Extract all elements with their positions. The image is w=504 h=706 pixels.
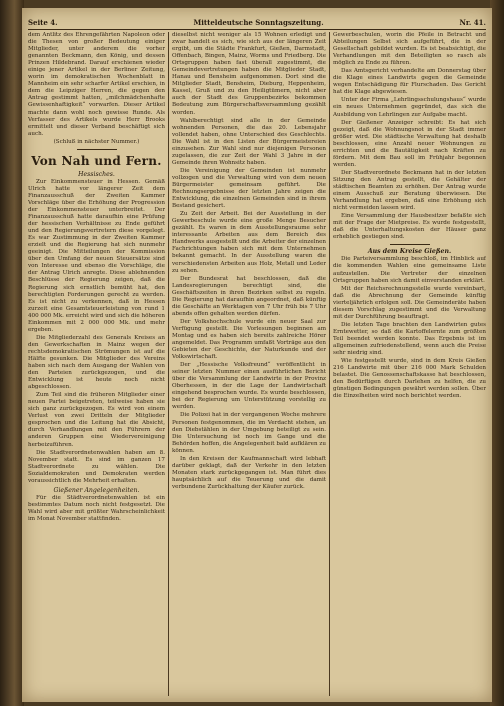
article-paragraph: Der „Hessische Volksfreund“ veröffentlicht in seiner letzten Nummer einen ausführlichen Bericht über die Versammlung der Landwirte in der Provinz Oberhessen, in der die Lage der Landwirtschaft eingehend besprochen wurde. Es wurde beschlossen, bei der Regierung um Unterstützung vorstellig zu werden.: [172, 362, 326, 411]
newspaper-title: Mitteldeutsche Sonntagszeitung.: [193, 17, 324, 27]
article-paragraph: Die Mitgliederzahl des Generals Kreises an den Gewerkschaften in Mainz wegen der rechtsdemokratischen Strömungen ist auf die Hälfte gesunken. Die Mitglieder des Vereins haben sich nach dem Ausgang der Wahlen von den Parteien zurückgezogen, und die Entwicklung ist heute noch nicht abgeschlossen.: [28, 334, 165, 391]
newspaper-page: [22, 8, 492, 702]
header-rule: [28, 29, 486, 30]
article-paragraph: Zum Teil sind die früheren Mitglieder einer neuen Partei beigetreten, teilweise haben sie sich ganz zurückgezogen. Es wird von einem Verlust von zwei Dritteln der Mitglieder gesprochen und die Leitung hat die Absicht, durch Verhandlungen mit den Führern der anderen Gruppen eine Wiedervereinigung herbeizuführen.: [28, 392, 165, 448]
article-paragraph: Wahlberechtigt sind alle in der Gemeinde wohnenden Personen, die das 20. Lebensjahr vollendet haben, ohne Unterschied des Geschlechts. Die Wahl ist in den Listen der Bürgermeistereien einzusehen. Zur Wahl sind nur diejenigen Personen zugelassen, die zur Zeit der Wahl 3 Jahre in der Gemeinde ihren Wohnsitz haben.: [172, 117, 326, 166]
article-paragraph: Der Volkshochschule wurde ein neuer Saal zur Verfügung gestellt. Die Vorlesungen beginnen am Montag und es haben sich bereits zahlreiche Hörer angemeldet. Das Programm umfaßt Vorträge aus den Gebieten der Geschichte, der Naturkunde und der Volkswirtschaft.: [172, 318, 326, 361]
article-paragraph: Die letzten Tage brachten den Landwirten gutes Erntewetter, so daß die Kartoffelernte zum größten Teil beendet werden konnte. Das Ergebnis ist im allgemeinen zufriedenstellend, wenn auch die Preise sehr niedrig sind.: [333, 321, 486, 357]
article-paragraph: Gewerbeschulen, worin die Pfeile in Betracht und Abteilungen Selbst sich aufgeführt, die in der Gesellschaft gebildet wurden. Es ist beabsichtigt, die Verhandlungen mit den Beteiligten so rasch als möglich zu Ende zu führen.: [333, 32, 486, 67]
column-1: [28, 32, 165, 696]
subsection-heading: Hessisches.: [78, 170, 115, 178]
article-paragraph: Die Vereinigung der Gemeinden ist nunmehr vollzogen und die Verwaltung wird von dem neuen Bürgermeister gemeinsam geführt. Die Rechnungsergebnisse der letzten Jahre zeigen die Entwicklung, die einzelnen Gemeinden sind in ihrem Bestand gesichert.: [172, 167, 326, 210]
book-binding-left: [0, 0, 24, 706]
page-header: [28, 16, 486, 28]
article-paragraph: Eine Versammlung der Hausbesitzer befaßte sich mit der Frage der Mietpreise. Es wurde festgestellt, daß die Unterhaltungskosten der Häuser ganz erheblich gestiegen sind.: [333, 213, 486, 241]
issue-number: Nr. 41.: [459, 17, 486, 27]
article-paragraph: Der Bundesrat hat beschlossen, daß die Landesregierungen berechtigt sind, die Geschäftszeiten in ihren Bezirken selbst zu regeln. Die Regierung hat daraufhin angeordnet, daß künftig die Geschäfte an Werktagen von 7 Uhr früh bis 7 Uhr abends offen gehalten werden dürfen.: [172, 275, 326, 317]
article-paragraph: Mit der Reichsrechnungsstelle wurde vereinbart, daß die Abrechnung der Gemeinde künftig vierteljährlich erfolgen soll. Die Gemeinderäte haben diesem Vorschlag zugestimmt und die Verwaltung mit der Durchführung beauftragt.: [333, 285, 486, 320]
continuation-note: (Schluß in nächster Nummer.): [53, 138, 140, 145]
article-paragraph: Die Parteiversammlung beschloß, im Hinblick auf die kommenden Wahlen eine gemeinsame Liste aufzustellen. Die Vertreter der einzelnen Ortsgruppen haben sich damit einverstanden erklärt.: [333, 256, 486, 284]
article-paragraph: dieselbst nicht weniger als 15 Wohnen erledigt und zwar handelt es sich, wie sich aus der längeren Zeit ergibt, um die Städte Frankfurt, Gießen, Darmstadt, Offenbach, Bingen, Mainz, Worms und Friedberg. Die Ortsgruppen haben fast überall zugestimmt, die Gemeindevertretungen haben die Mitglieder Stadt, Hanau und Bensheim aufgenommen. Dort sind die Mitglieder Stadt, Bensheim, Dieburg, Heppenheim, Kassel, Gruß und zu den Heiligtümern, nicht aber auch der Stadt des Gruppenbezirks bekommen Bedeutung zum Bürgerschaftsversammlung gezählt worden.: [172, 32, 326, 116]
article-paragraph: Der Gießener Anzeiger schreibt: Es hat sich gezeigt, daß die Wohnungsnot in der Stadt immer größer wird. Die städtische Verwaltung hat deshalb beschlossen, eine Anzahl neuer Wohnungen zu errichten und die Bautätigkeit nach Kräften zu fördern. Mit dem Bau soll im Frühjahr begonnen werden.: [333, 119, 486, 168]
article-paragraph: In den Kreisen der Kaufmannschaft wird lebhaft darüber geklagt, daß der Verkehr in den letzten Monaten stark zurückgegangen ist. Man führt dies hauptsächlich auf die Teuerung und die damit verbundene Zurückhaltung der Käufer zurück.: [172, 455, 326, 490]
article-paragraph: Der Stadtverordnete Beckmann hat in der letzten Sitzung den Antrag gestellt, die Gehälter der städtischen Beamten zu erhöhen. Der Antrag wurde einem Ausschuß zur Beratung überwiesen. Die Verhandlung hat ergeben, daß eine Erhöhung sich nicht vermeiden lassen wird.: [333, 169, 486, 212]
book-binding-right: [490, 0, 504, 706]
article-paragraph: Wie festgestellt wurde, sind in dem Kreis Gießen 216 Landwirte mit über 216 000 Mark Schulden belastet. Die Genossenschaftskasse hat beschlossen, den Bedürftigen durch Darlehen zu helfen, die zu günstigen Bedingungen gewährt werden sollen. Über die Einzelheiten wird noch berichtet werden.: [333, 358, 486, 400]
section-heading: Aus dem Kreise Gießen.: [367, 248, 452, 256]
column-2: [172, 32, 326, 696]
separator: [77, 149, 117, 150]
article-paragraph: Zur Einkommensteuer in Hessen. Gemäß Ulrich hatte vor längerer Zeit dem Finanzausschuß der Zweiten Kammer Vorschläge über die Erhöhung der Progression der Einkommensteuer unterbreitet. Der Finanzausschuß hatte daraufhin eine Prüfung der hessischen Verhältnisse zu Ende geführt und den Regierungsvertretern diese vorgelegt. Es war Zustimmung in der Zweiten Kammer erzielt und die Regierung hat sich nunmehr geeinigt. Die Mitteilungen der Kommission über den Umfang der neuen Steuersätze sind von Interesse und ebenso die Vorschläge, die der Antrag Ulrich anregte. Diese ablehnenden Beschlüsse der Regierung zeigen, daß die Regierung sich ernstlich bemüht hat, den berechtigten Forderungen gerecht zu werden. Es ist nicht zu verkennen, daß in Hessen zurzeit eine Gesamtsteuerleistung von rund 1 400 000 Mk. erreicht wird und sich die höheren Einkommen mit 2 000 000 Mk. und mehr ergeben.: [28, 178, 165, 333]
article-paragraph: Für die Städtverordnetenwahlen ist ein bestimmtes Datum noch nicht festgesetzt. Die Wahl wird aber mit größter Wahrscheinlichkeit im Monat November stattfinden.: [28, 494, 165, 522]
article-paragraph: Unter der Firma „Lehrlingsschulungshaus“ wurde ein neues Unternehmen gegründet, das sich die Ausbildung von Lehrlingen zur Aufgabe macht.: [333, 97, 486, 118]
column-3: [333, 32, 486, 696]
separator: [390, 244, 430, 245]
article-paragraph: Das Amtsgericht verhandelte am Donnerstag über die Klage eines Landwirts gegen die Gemeinde wegen Entschädigung für Flurschaden. Das Gericht hat die Klage abgewiesen.: [333, 68, 486, 96]
article-paragraph: Zu Zeit der Arbeit. Bei der Ausstellung in der Gewerbeschule wurde eine große Menge Besucher gezählt. Es waren in dem Ausstellungsraume sehr interessante Arbeiten aus dem Bereich des Handwerks ausgestellt und die Arbeiter der einzelnen Fachrichtungen haben sich mit dem Unternehmen bekannt gemacht. In der Ausstellung waren die verschiedensten Arbeiten aus Holz, Metall und Leder zu sehen.: [172, 211, 326, 274]
column-divider: [329, 32, 330, 696]
column-divider: [168, 32, 169, 696]
article-paragraph: Die Stadtverordnetenwahlen haben am 8. November statt. Es sind im ganzen 17 Stadtverordnete zu wählen. Die Sozialdemokraten und Demokraten werden voraussichtlich die Mehrheit erhalten.: [28, 449, 165, 484]
article-paragraph: Die Polizei hat in der vergangenen Woche mehrere Personen festgenommen, die im Verdacht stehen, an den Diebstählen in der Umgebung beteiligt zu sein. Die Untersuchung ist noch im Gange und die Behörden hoffen, die Angelegenheit bald aufklären zu können.: [172, 412, 326, 454]
article-paragraph: dem Antlitz des Ehrengefährten Napoleon oder die Thesen von großer Bedeutung einiger Mitglieder, unter anderem die vorher genannten Beckmann, den König, und dessen Prinzen Hildebrand. Darauf erschienen wieder einige jener Artikel in der Berliner Zeitung, worin im demokratischen Wochenblatt in Mannheim ein sehr scharfer Artikel erschien, in dem die Leipziger Herren, die gegen den Antrag gestimmt hatten, „milchmädchenhafte Gewissenhaftigkeit“ vorwarfen. Dieser Artikel machte dann wohl noch gewisse Runde. Als Verfasser des Artikels wurde Herr Brooks ermittelt und dieser Verband beschäftigt sich auch.: [28, 32, 165, 137]
page-number: Seite 4.: [28, 17, 58, 27]
section-title: Von Nah und Fern.: [31, 153, 162, 168]
subsection-heading: Gießener Angelegenheiten.: [53, 486, 140, 494]
